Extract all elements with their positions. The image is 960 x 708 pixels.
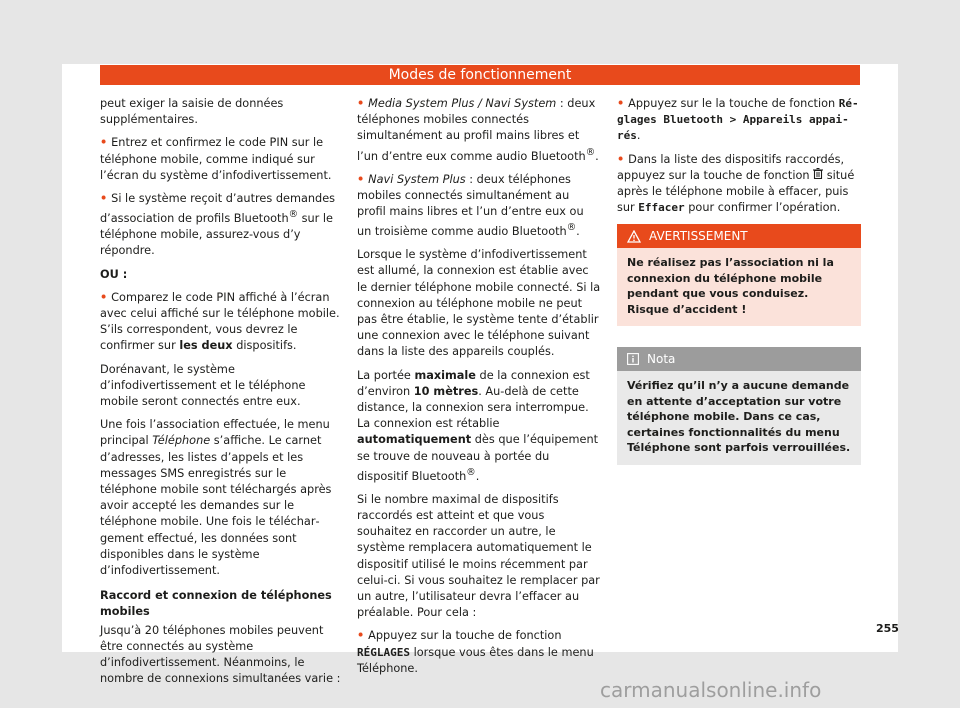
paragraph: Si le nombre maximal de dispositifs raccordés est atteint et que vous souhaitez en raccorder un autre, le système remplacera automatiquement le dispositif utilisé le moins récemment par celui-ci. Si vous souhaitez le remplacer par un autre, l’utilisateur devra l’effacer au préalable. Pour cela : <box>357 492 600 620</box>
footer-watermark: carmanualsonline.info <box>600 678 822 702</box>
bullet-item: • Media System Plus / Navi System : deux téléphones mobiles connectés simultanément au profil mains libres et l’un d’entre eux comme audio Bluetooth®. <box>357 96 601 165</box>
warning-text: Ne réalisez pas l’association ni la connexion du téléphone mobile pendant que vous conduisez. Risque d’accident ! <box>617 248 861 326</box>
bullet-item: • Navi System Plus : deux téléphones mobiles connectés simultanément au profil mains libres et l’un d’entre eux ou un troisième comme audio Bluetooth®. <box>357 172 601 241</box>
page-header: Modes de fonctionnement <box>100 65 860 85</box>
bullet-item: • Dans la liste des dispositifs raccordés, appuyez sur la touche de fonction situé après le téléphone mobile à effacer, puis sur Effacer pour confirmer l’opération. <box>617 152 861 217</box>
trash-icon <box>813 168 823 179</box>
paragraph: Une fois l’association effectuée, le menu principal Téléphone s’affiche. Le carnet d’adresses, les listes d’appels et les messages SMS enregistrés sur le téléphone mobile sont téléchargés après avoir accepté les demandes sur le téléphone mobile. Une fois le téléchargement effectué, les données sont disponibles dans le système d’infodivertissement. <box>100 418 332 578</box>
column-3 <box>617 96 861 465</box>
column-1 <box>100 96 344 694</box>
bullet-item: • Comparez le code PIN affiché à l’écran avec celui affiché sur le téléphone mobile. S’ils correspondent, vous devrez le confirmer sur les deux dispositifs. <box>100 290 344 355</box>
paragraph: La portée maximale de la connexion est d’environ 10 mètres. Au-delà de cette distance, la connexion sera interrompue. La connexion est rétablie automatiquement dès que l’équipement se trouve de nouveau à portée du dispositif Bluetooth®. <box>357 368 599 483</box>
bullet-item: • Si le système reçoit d’autres demandes d’association de profils Bluetooth® sur le téléphone mobile, assurez-vous d’y répondre. <box>100 191 344 260</box>
ou-label: OU : <box>100 267 128 281</box>
column-2 <box>357 96 601 684</box>
bullet-item: • Entrez et confirmez le code PIN sur le téléphone mobile, comme indiqué sur l’écran du système d’infodivertissement. <box>100 135 344 184</box>
note-text: Vérifiez qu’il n’y a aucune demande en attente d’acceptation sur votre téléphone mobile. Dans ce cas, certaines fonctionnalités du menu Téléphone sont parfois verrouillées. <box>617 371 861 465</box>
bullet-item: • Appuyez sur le la touche de fonction Réglages Bluetooth > Appareils appairés. <box>617 96 861 145</box>
note-title: Nota <box>647 351 676 366</box>
warning-box <box>617 224 861 326</box>
paragraph: Lorsque le système d’infodivertissement est allumé, la connexion est établie avec le dernier téléphone mobile connecté. Si la connexion au téléphone mobile ne peut pas être établie, le système tente d’établir une connexion avec le téléphone suivant dans la liste des appareils couplés. <box>357 248 601 359</box>
bullet-item: • Appuyez sur la touche de fonction RÉGLAGES lorsque vous êtes dans le menu Téléphone. <box>357 628 601 677</box>
note-header <box>617 347 861 371</box>
paragraph: peut exiger la saisie de données supplémentaires. <box>100 97 284 127</box>
section-heading: Raccord et connexion de téléphones mobiles <box>100 589 332 619</box>
paragraph: Jusqu’à 20 téléphones mobiles peuvent être connectés au système d’infodivertissement. Néanmoins, le nombre de connexions simultanées varie : <box>100 623 341 686</box>
paragraph: Dorénavant, le système d’infodivertissement et le téléphone mobile seront connectés entre eux. <box>100 362 306 409</box>
warning-header <box>617 224 861 248</box>
warning-title: AVERTISSEMENT <box>649 228 748 243</box>
page-number: 255 <box>876 622 899 635</box>
info-icon <box>627 353 639 365</box>
warning-triangle-icon <box>627 230 641 243</box>
note-box <box>617 347 861 465</box>
